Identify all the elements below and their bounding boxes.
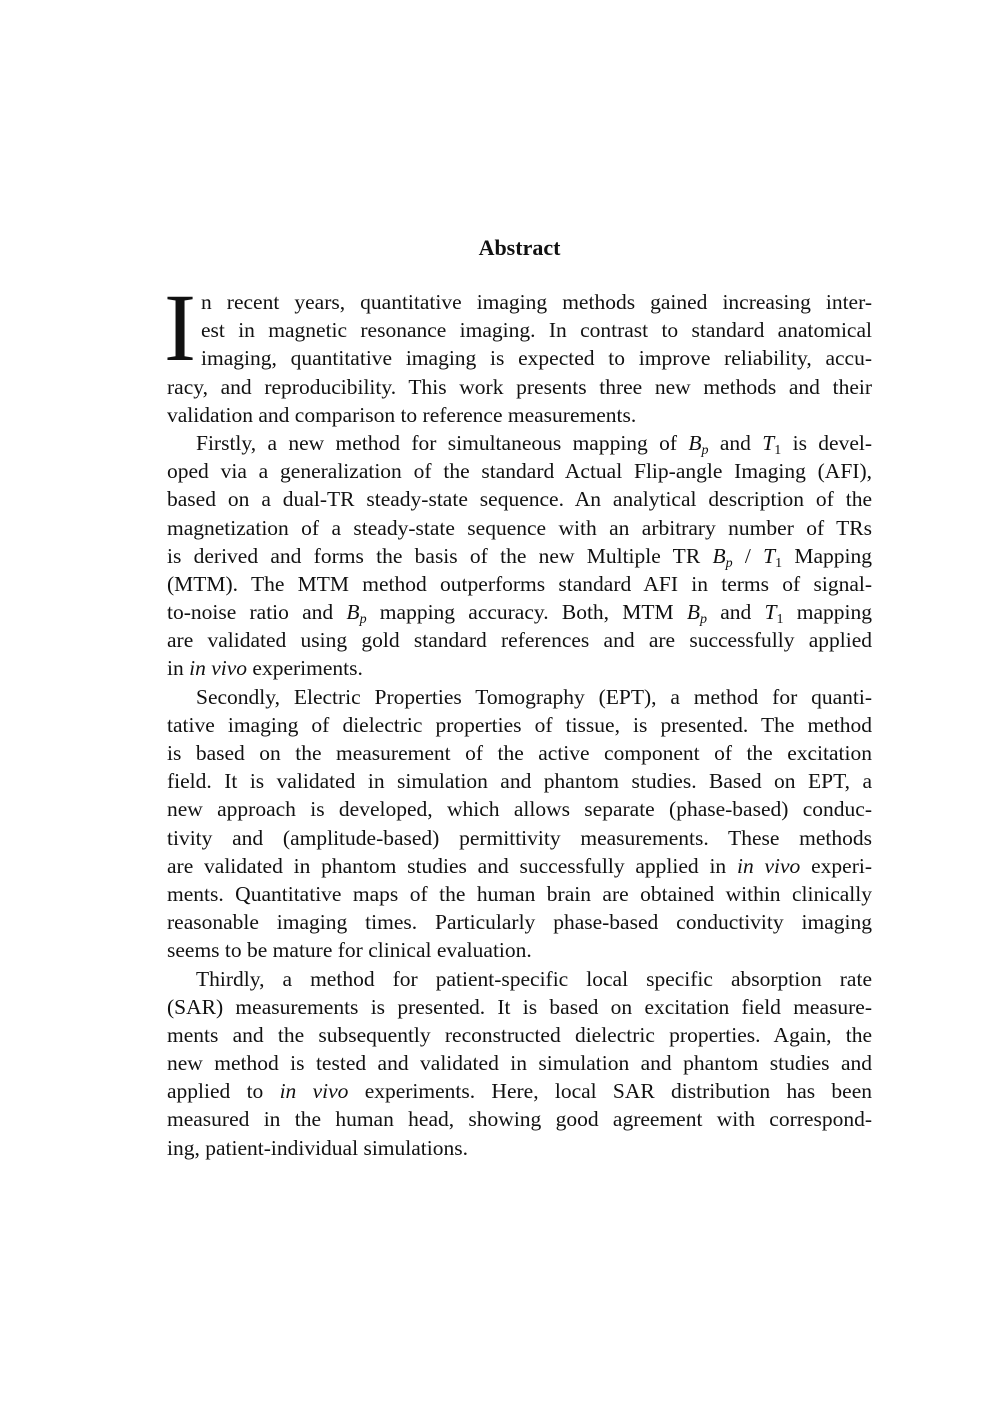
text-line: in in vivo experiments.	[167, 656, 363, 681]
text-line: new approach is developed, which allows separate (phase-based) conduc-	[167, 797, 872, 822]
text-line: ing, patient-individual simulations.	[167, 1135, 468, 1160]
text-line: tivity and (amplitude-based) permittivity measurements. These methods	[167, 825, 872, 850]
text-line: imaging, quantitative imaging is expected to improve reliability, accu-	[201, 346, 872, 371]
text-line: oped via a generalization of the standard Actual Flip-angle Imaging (AFI),	[167, 459, 872, 484]
math-b-p: $B_p$	[686, 600, 708, 628]
paragraph-thirdly	[167, 965, 872, 1162]
math-b-p: $B_p$	[712, 543, 733, 571]
text-line: is based on the measurement of the active component of the excitation	[167, 741, 872, 765]
text-line: to-noise ratio and $B_p$ mapping accuracy. Both, MTM $B_p$ and $T_1$ mapping	[167, 600, 872, 628]
math-b-p: $B_p$	[688, 430, 709, 458]
text-line: based on a dual-TR steady-state sequence. An analytical description of the	[167, 487, 872, 512]
text-line: Secondly, Electric Properties Tomography (EPT), a method for quanti-	[196, 684, 872, 709]
text-line: field. It is validated in simulation and phantom studies. Based on EPT, a	[167, 769, 872, 794]
paragraph-firstly	[167, 429, 872, 683]
text-line: measured in the human head, showing good agreement with correspond-	[167, 1107, 872, 1132]
italic-in-vivo: in vivo	[189, 656, 248, 681]
text-line: validation and comparison to reference measurements.	[167, 402, 637, 427]
italic-in-vivo: in vivo	[736, 853, 801, 878]
italic-in-vivo: in vivo	[279, 1079, 349, 1104]
paragraph-secondly	[167, 683, 872, 965]
text-line: are validated in phantom studies and successfully applied in in vivo experi-	[167, 853, 872, 878]
text-line: est in magnetic resonance imaging. In contrast to standard anatomical	[201, 318, 872, 343]
text-line: are validated using gold standard references and are successfully applied	[167, 628, 872, 653]
abstract-page	[164, 233, 872, 1162]
text-line: (MTM). The MTM method outperforms standard AFI in terms of signal-	[167, 571, 872, 596]
text-line: magnetization of a steady-state sequence with an arbitrary number of TRs	[167, 515, 872, 540]
drop-cap: I	[164, 274, 196, 381]
text-line: (SAR) measurements is presented. It is based on excitation field measure-	[167, 994, 872, 1019]
math-t-1: $T_1$	[762, 430, 782, 458]
text-line: ments and the subsequently reconstructed dielectric properties. Again, the	[167, 1022, 872, 1047]
math-t-1: $T_1$	[763, 543, 783, 571]
text-line: is derived and forms the basis of the new Multiple TR $B_p / T_1$ Mapping	[167, 543, 872, 571]
paragraph-intro	[164, 274, 872, 429]
text-line: ments. Quantitative maps of the human brain are obtained within clinically	[167, 881, 872, 906]
text-line: applied to in vivo experiments. Here, local SAR distribution has been	[167, 1079, 872, 1104]
text-line: reasonable imaging times. Particularly phase-based conductivity imaging	[167, 910, 872, 935]
text-line: Firstly, a new method for simultaneous mapping of $B_p$ and $T_1$ is devel-	[196, 430, 872, 458]
text-line: seems to be mature for clinical evaluation.	[167, 938, 532, 963]
math-b-p: $B_p$	[346, 600, 367, 628]
text-line: tative imaging of dielectric properties of tissue, is presented. The method	[167, 712, 872, 737]
text-line: racy, and reproducibility. This work presents three new methods and their	[167, 374, 872, 399]
math-t-1: $T_1$	[764, 600, 784, 628]
text-line: n recent years, quantitative imaging methods gained increasing inter-	[201, 290, 872, 314]
text-line: Thirdly, a method for patient-specific local specific absorption rate	[196, 966, 872, 991]
abstract-heading: Abstract	[478, 235, 561, 260]
text-line: new method is tested and validated in simulation and phantom studies and	[167, 1051, 872, 1076]
